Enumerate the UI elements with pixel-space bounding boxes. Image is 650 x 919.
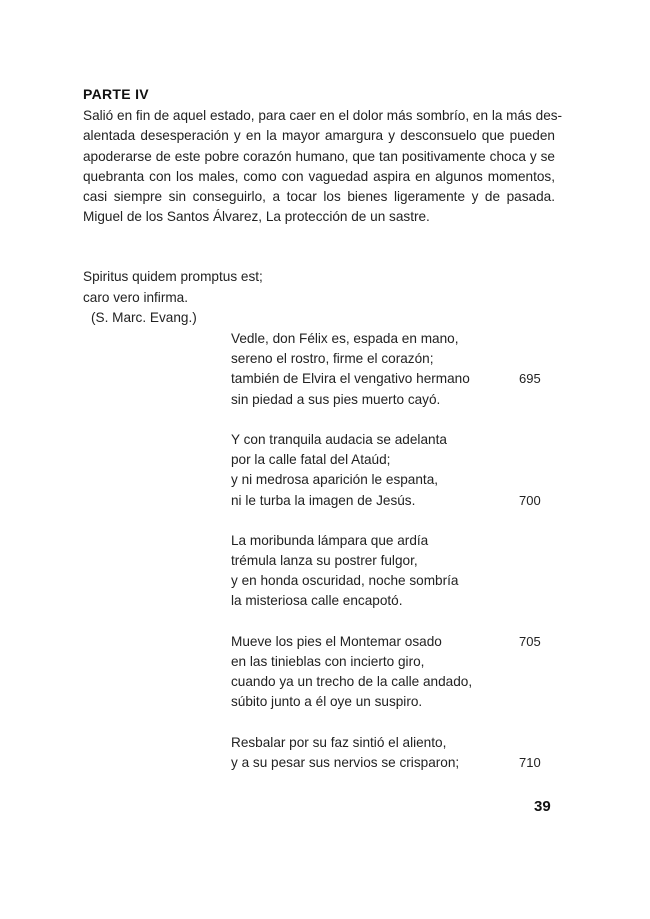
- verse-line: Resbalar por su faz sintió el aliento,: [231, 734, 447, 750]
- verse-line: también de Elvira el vengativo hermano 695: [231, 369, 551, 389]
- verse-line: y ni medrosa aparición le espanta,: [231, 472, 439, 488]
- verse-number: 700: [519, 492, 541, 508]
- verse-line: y a su pesar sus nervios se crisparon; 710: [231, 753, 551, 773]
- verse-line: trémula lanza su postrer fulgor,: [231, 553, 418, 569]
- verse-line: la misteriosa calle encapotó.: [231, 593, 403, 609]
- epigraph-prose-line: Salió en fin de aquel estado, para caer en el dolor más sombrío, en la más des-: [83, 108, 563, 123]
- epigraph-prose-line: casi siempre sin conseguirlo, a tocar los bienes ligeramente y de pasada.: [83, 189, 555, 205]
- verse-line: y en honda oscuridad, noche sombría: [231, 573, 459, 589]
- verse-line: por la calle fatal del Ataúd;: [231, 452, 391, 468]
- epigraph-prose-line: quebranta con los males, como con vaguedad aspira en algunos momentos,: [83, 168, 555, 184]
- stanza: [231, 329, 551, 410]
- verse-line: cuando ya un trecho de la calle andado,: [231, 674, 473, 690]
- epigraph-prose-line: apoderarse de este pobre corazón humano, que tan positivamente choca y se: [83, 148, 555, 164]
- stanza: [231, 632, 551, 713]
- epigraph-latin-line: Spiritus quidem promptus est;: [83, 269, 263, 284]
- verse-line: La moribunda lámpara que ardía: [231, 532, 429, 548]
- verse-number: 710: [519, 754, 541, 770]
- epigraph-prose-line: alentada desesperación y en la mayor amargura y desconsuelo que pueden: [83, 128, 555, 144]
- verse-line: ni le turba la imagen de Jesús. 700: [231, 491, 551, 511]
- verse-line: súbito junto a él oye un suspiro.: [231, 694, 423, 710]
- verse-number: 705: [519, 633, 541, 649]
- epigraph-attribution: Miguel de los Santos Álvarez, La protección de un sastre.: [83, 209, 430, 225]
- part-title: PARTE IV: [83, 86, 149, 102]
- verse-line: en las tinieblas con incierto giro,: [231, 654, 425, 669]
- verse-line: Y con tranquila audacia se adelanta: [231, 431, 447, 447]
- stanza: [231, 531, 551, 612]
- page-number: 39: [534, 798, 551, 815]
- verse-line: Mueve los pies el Montemar osado 705: [231, 632, 551, 652]
- epigraph-prose: [83, 106, 563, 228]
- epigraph-latin-source: (S. Marc. Evang.): [91, 310, 197, 325]
- epigraph-latin: [83, 267, 263, 329]
- verse-line: sereno el rostro, firme el corazón;: [231, 351, 434, 367]
- stanza: [231, 430, 551, 511]
- stanza: [231, 733, 551, 773]
- verse-line: sin piedad a sus pies muerto cayó.: [231, 391, 441, 407]
- epigraph-latin-line: caro vero infirma.: [83, 289, 189, 305]
- verse-number: 695: [519, 371, 541, 387]
- verse-line: Vedle, don Félix es, espada en mano,: [231, 331, 459, 346]
- poem-verses: [231, 329, 551, 793]
